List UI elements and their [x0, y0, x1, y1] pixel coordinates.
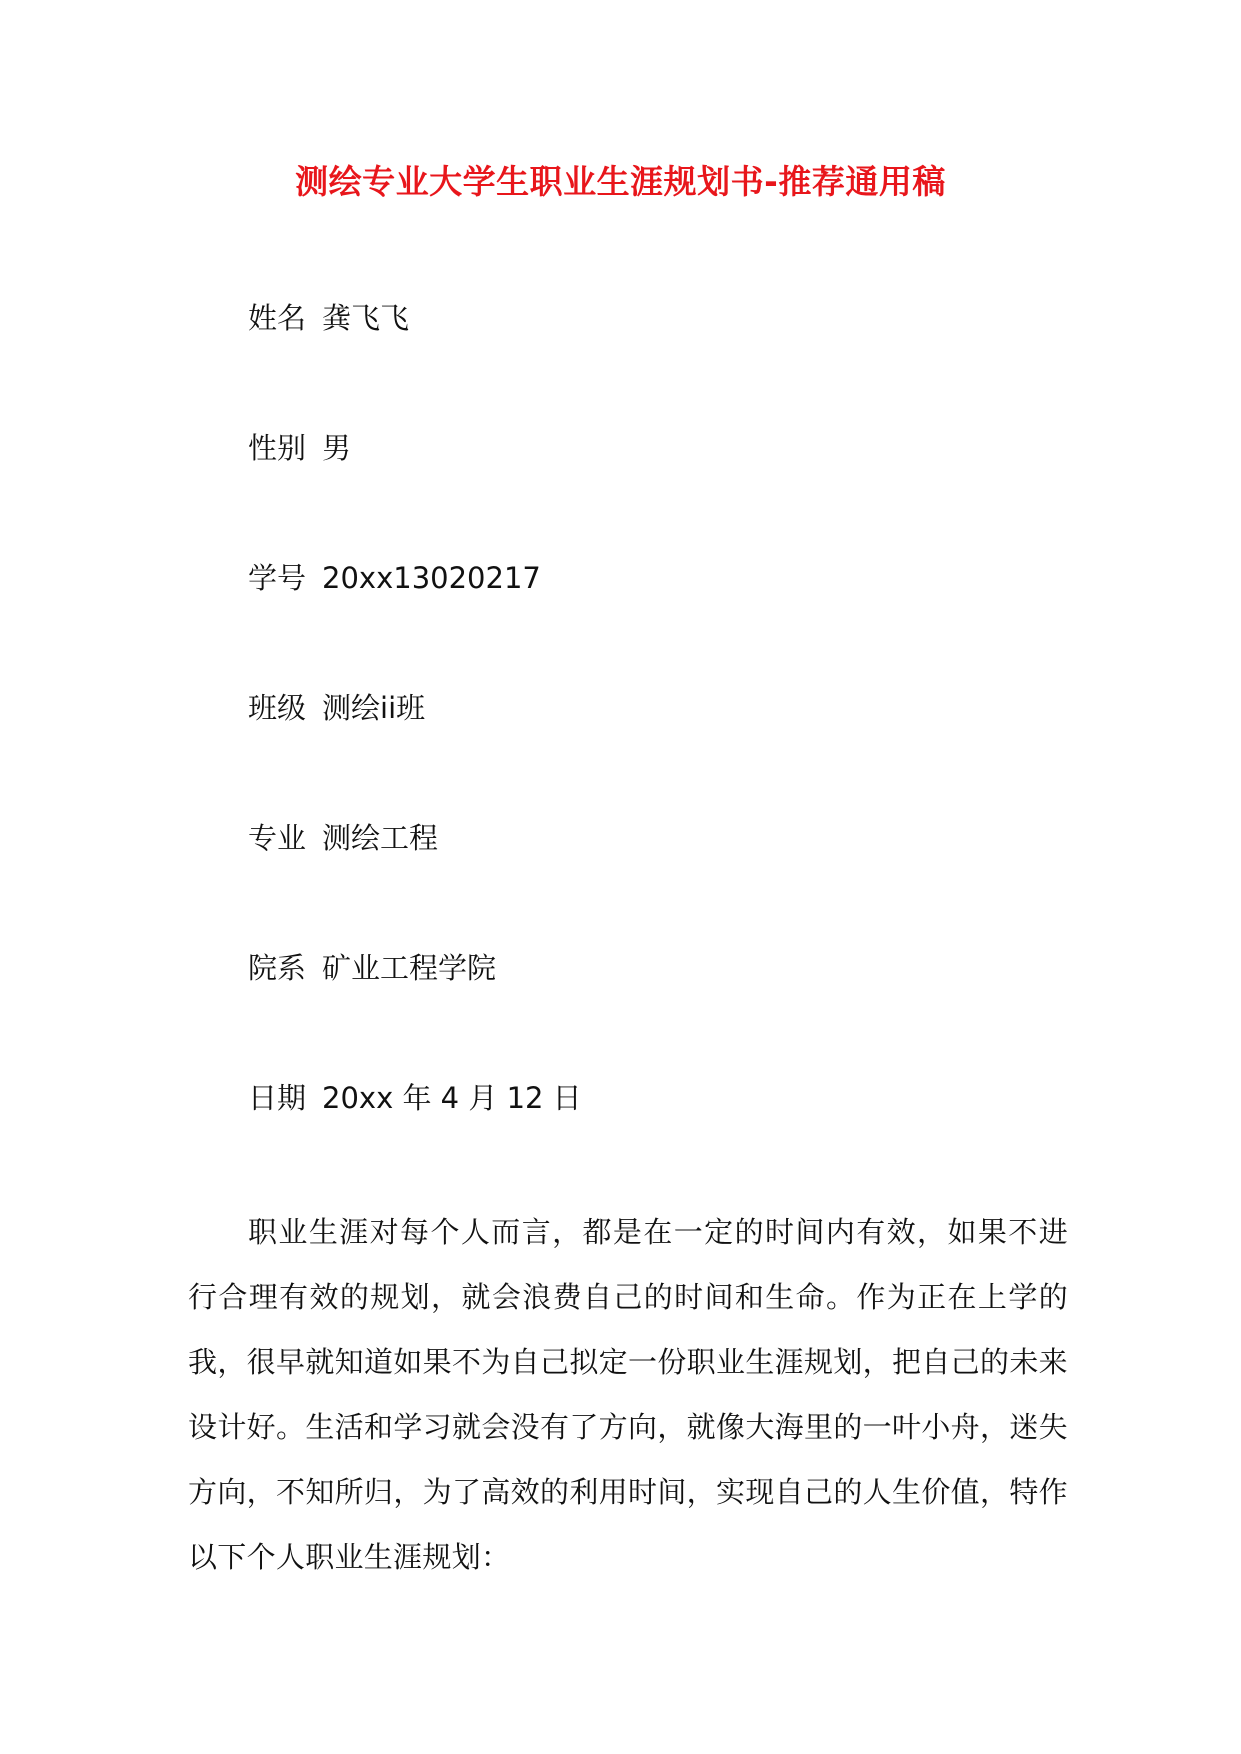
info-row-gender: [248, 428, 351, 468]
info-label: 姓名: [248, 301, 307, 335]
info-value: 龚飞飞: [322, 301, 410, 335]
document-title: 测绘专业大学生职业生涯规划书-推荐通用稿: [295, 162, 946, 201]
info-value: 测绘ii班: [322, 691, 426, 725]
info-value: 矿业工程学院: [322, 951, 497, 985]
info-label: 日期: [248, 1081, 307, 1115]
info-label: 性别: [248, 431, 307, 465]
info-value: 20xx 年 4 月 12 日: [322, 1081, 582, 1115]
info-row-class: [248, 688, 425, 728]
info-value: 男: [322, 431, 352, 465]
info-label: 班级: [248, 691, 307, 725]
info-label: 院系: [248, 951, 307, 985]
info-row-major: [248, 818, 438, 858]
info-value: 20xx13020217: [322, 561, 541, 595]
info-row-department: [248, 948, 496, 988]
info-row-student-id: [248, 558, 541, 598]
info-label: 专业: [248, 821, 307, 855]
info-value: 测绘工程: [322, 821, 439, 855]
info-label: 学号: [248, 561, 307, 595]
info-row-date: [248, 1078, 582, 1118]
info-row-name: [248, 298, 409, 338]
intro-paragraph: 职业生涯对每个人而言，都是在一定的时间内有效，如果不进行合理有效的规划，就会浪费自己的时间和生命。作为正在上学的我，很早就知道如果不为自己拟定一份职业生涯规划，把自己的未来设计好。生活和学习就会没有了方向，就像大海里的一叶小舟，迷失方向，不知所归，为了高效的利用时间，实现自己的人生价值，特作以下个人职业生涯规划：: [188, 1215, 1068, 1574]
